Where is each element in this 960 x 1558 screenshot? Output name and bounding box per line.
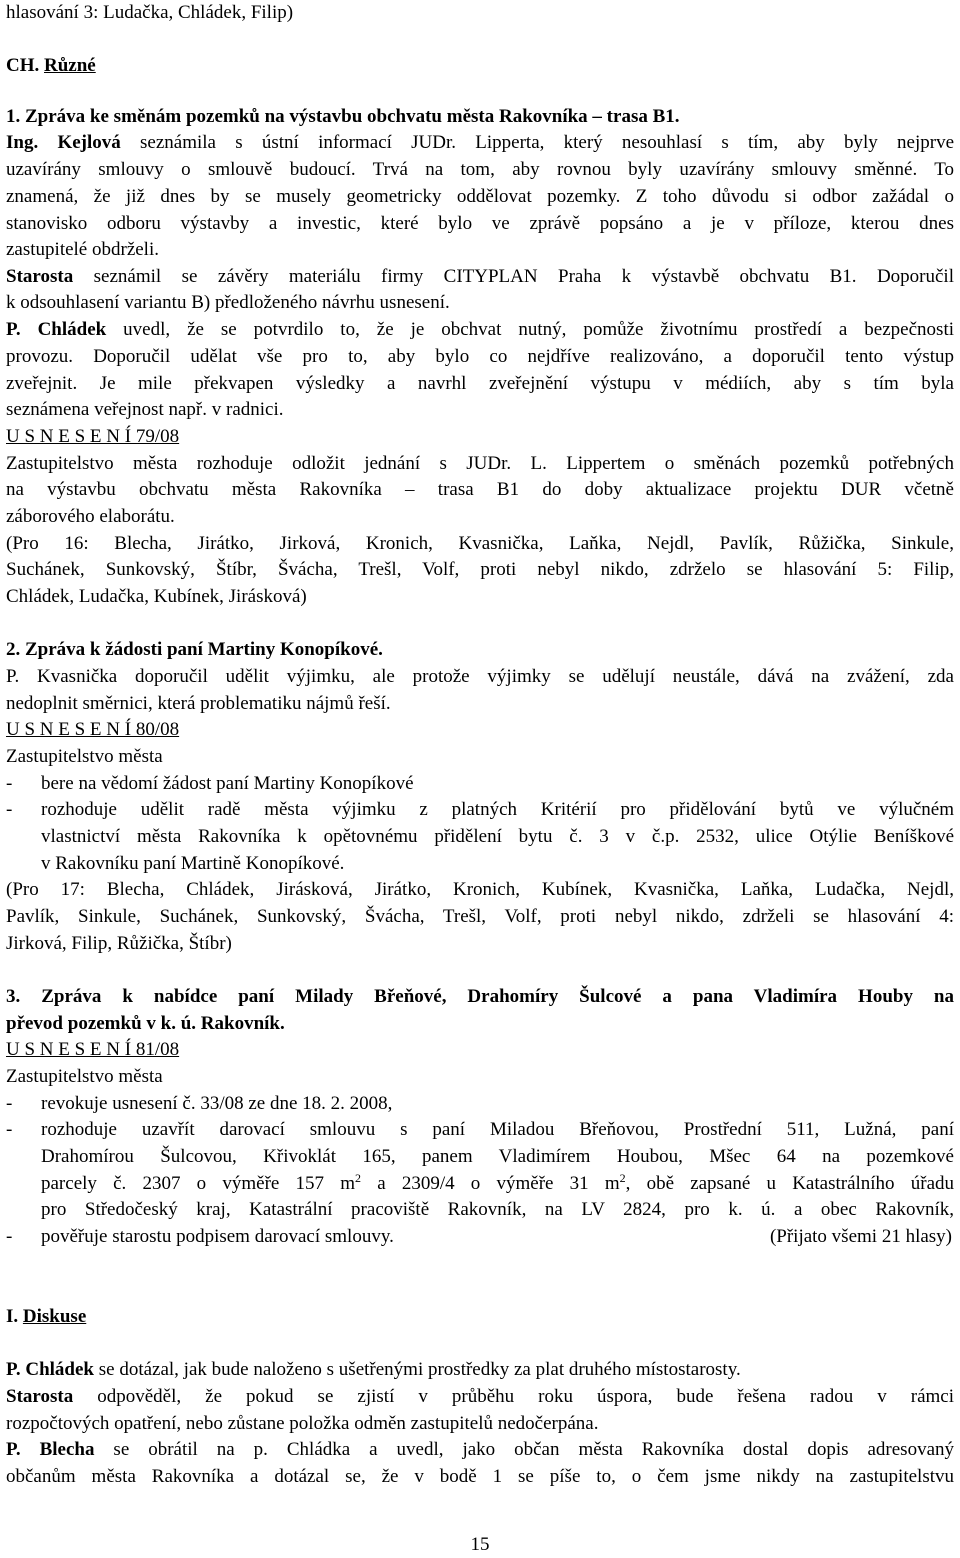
text-line: P. Kvasnička doporučil udělit výjimku, ale protože výjimky se udělují neustále, dává na zvážení, zda bbox=[6, 666, 954, 687]
text-span: seznámil se závěry materiálu firmy CITYPLAN Praha k výstavbě obchvatu B1. Doporučil bbox=[73, 266, 954, 287]
list-dash: - bbox=[6, 799, 13, 820]
text-line bbox=[6, 1357, 954, 1383]
text-line: Zastupitelstvo města rozhoduje odložit jednání s JUDr. L. Lippertem o směnách pozemků potřebných bbox=[6, 453, 954, 474]
text-line: Jirková, Filip, Růžička, Štíbr) bbox=[6, 933, 232, 954]
text-span: pověřuje starostu podpisem darovací smlouvy. bbox=[41, 1226, 394, 1247]
list-item: revokuje usnesení č. 33/08 ze dne 18. 2. 2008, bbox=[41, 1093, 393, 1114]
text-line: (Pro 17: Blecha, Chládek, Jirásková, Jirátko, Kronich, Kubínek, Kvasnička, Laňka, Ludačka, Nejdl, bbox=[6, 879, 954, 900]
text-line: na výstavbu obchvatu města Rakovníka – trasa B1 do doby aktualizace projektu DUR včetně bbox=[6, 479, 954, 500]
text-span: seznámila s ústní informací JUDr. Lipperta, který nesouhlasí s tím, aby byly nejprve bbox=[120, 132, 954, 153]
text-line bbox=[6, 1384, 954, 1410]
list-item-cont: pro Středočeský kraj, Katastrální pracoviště Rakovník, na LV 2824, pro k. ú. a obec Rakovník, bbox=[41, 1199, 954, 1220]
speaker-name: Starosta bbox=[6, 266, 74, 287]
text-line bbox=[6, 1437, 954, 1463]
text-span: se obrátil na p. Chládka a uvedl, jako občan města Rakovníka dostal dopis adresovaný bbox=[94, 1439, 954, 1460]
text-span: , obě zapsané u Katastrálního úřadu bbox=[625, 1173, 955, 1194]
text-line: Pavlík, Sinkule, Suchánek, Sunkovský, Švácha, Trešl, Volf, proti nebyl nikdo, zdrželi se hlasování 4: bbox=[6, 906, 954, 927]
list-item-cont bbox=[41, 1171, 954, 1197]
text-line: rozpočtových opatření, nebo zůstane položka odměn zastupitelů nedočerpána. bbox=[6, 1413, 599, 1434]
section-title: Diskuse bbox=[22, 1306, 87, 1327]
text-line: záborového elaborátu. bbox=[6, 506, 175, 527]
page-number: 15 bbox=[470, 1534, 490, 1555]
list-dash: - bbox=[6, 1119, 13, 1140]
text-span: uvedl, že se potvrdilo to, že je obchvat nutný, pomůže životnímu prostředí a bezpečnosti bbox=[106, 319, 954, 340]
list-dash: - bbox=[6, 773, 13, 794]
speaker-name: P. Chládek bbox=[6, 319, 107, 340]
text-line: zastupitelé obdrželi. bbox=[6, 239, 159, 260]
text-line: (Pro 16: Blecha, Jirátko, Jirková, Kronich, Kvasnička, Laňka, Nejdl, Pavlík, Růžička, Sinkule, bbox=[6, 533, 954, 554]
section-number: CH. bbox=[6, 55, 44, 76]
text-span: parcely č. 2307 o výměře 157 m bbox=[41, 1173, 355, 1194]
list-dash: - bbox=[6, 1226, 13, 1247]
vote-result: (Přijato všemi 21 hlasy) bbox=[769, 1226, 952, 1247]
text-line: provozu. Doporučil udělat vše pro to, aby bylo co nejdříve realizováno, a doporučil tento výstup bbox=[6, 346, 954, 367]
text-line: nedoplnit směrnici, která problematiku nájmů řeší. bbox=[6, 693, 391, 714]
resolution-heading: U S N E S E N Í 80/08 bbox=[6, 719, 180, 740]
text-line bbox=[6, 264, 954, 290]
item-heading-3-cont: převod pozemků v k. ú. Rakovník. bbox=[6, 1013, 285, 1034]
list-item: rozhoduje udělit radě města výjimku z platných Kritérií pro přidělování bytů ve výlučném bbox=[41, 799, 954, 820]
list-item: bere na vědomí žádost paní Martiny Konopíkové bbox=[41, 773, 414, 794]
speaker-name: Ing. Kejlová bbox=[6, 132, 121, 153]
list-item: rozhoduje uzavřít darovací smlouvu s paní Miladou Břeňovou, Prostřední 511, Lužná, paní bbox=[41, 1119, 954, 1140]
item-heading-3: 3. Zpráva k nabídce paní Milady Břeňové, Drahomíry Šulcové a pana Vladimíra Houby na bbox=[6, 986, 954, 1007]
speaker-name: Starosta bbox=[6, 1386, 74, 1407]
resolution-heading: U S N E S E N Í 81/08 bbox=[6, 1039, 180, 1060]
item-heading-1: 1. Zpráva ke směnám pozemků na výstavbu obchvatu města Rakovníka – trasa B1. bbox=[6, 106, 680, 127]
section-heading-ch bbox=[6, 53, 954, 79]
text-line: Zastupitelstvo města bbox=[6, 1066, 163, 1087]
text-line: stanovisko odboru výstavby a investic, které bylo ve zprávě popsáno a je v příloze, kterou dnes bbox=[6, 213, 954, 234]
text-line: k odsouhlasení variantu B) předloženého návrhu usnesení. bbox=[6, 292, 450, 313]
item-heading-2: 2. Zpráva k žádosti paní Martiny Konopíkové. bbox=[6, 639, 383, 660]
text-span: a 2309/4 o výměře 31 m bbox=[361, 1173, 620, 1194]
text-span: odpověděl, že pokud se zjistí v průběhu roku úspora, bude řešena radou v rámci bbox=[73, 1386, 954, 1407]
section-title: Různé bbox=[44, 55, 96, 76]
text-line: občanům města Rakovníka a dotázal se, že v bodě 1 se píše to, o čem jsme nikdy na zastupitelstvu bbox=[6, 1466, 954, 1487]
list-item bbox=[41, 1224, 954, 1250]
list-dash: - bbox=[6, 1093, 13, 1114]
resolution-heading: U S N E S E N Í 79/08 bbox=[6, 426, 180, 447]
text-span: se dotázal, jak bude naloženo s ušetřenými prostředky za plat druhého místostarosty. bbox=[94, 1359, 741, 1380]
text-line: hlasování 3: Ludačka, Chládek, Filip) bbox=[6, 2, 294, 23]
text-line: uzavírány smlouvy o smlouvě budoucí. Trvá na tom, aby rovnou byly uzavírány smlouvy směnné. To bbox=[6, 159, 954, 180]
section-number: I. bbox=[6, 1306, 23, 1327]
list-item-cont: vlastnictví města Rakovníka k opětovnému přidělení bytu č. 3 v č.p. 2532, ulice Otýlie Beníškové bbox=[41, 826, 954, 847]
text-line: Suchánek, Sunkovský, Štíbr, Švácha, Trešl, Volf, proti nebyl nikdo, zdrželo se hlasování 5: Filip, bbox=[6, 559, 954, 580]
text-line: seznámena veřejnost např. v radnici. bbox=[6, 399, 284, 420]
text-line bbox=[6, 130, 954, 156]
text-line: Chládek, Ludačka, Kubínek, Jirásková) bbox=[6, 586, 307, 607]
superscript: 2 bbox=[355, 1171, 361, 1185]
list-item-cont: v Rakovníku paní Martině Konopíkové. bbox=[41, 853, 345, 874]
superscript: 2 bbox=[619, 1171, 626, 1185]
text-line: Zastupitelstvo města bbox=[6, 746, 163, 767]
list-item-cont: Drahomírou Šulcovou, Křivoklát 165, panem Vladimírem Houbou, Mšec 64 na pozemkové bbox=[41, 1146, 954, 1167]
speaker-name: P. Chládek bbox=[6, 1359, 94, 1380]
speaker-name: P. Blecha bbox=[6, 1439, 95, 1460]
text-line bbox=[6, 317, 954, 343]
section-heading-i bbox=[6, 1304, 954, 1330]
text-line: zveřejnit. Je mile překvapen výsledky a navrhl zveřejnění výstupu v médiích, aby s tím byla bbox=[6, 373, 954, 394]
text-line: znamená, že již dnes by se musely geometricky oddělovat pozemky. Z toho důvodu si odbor zažádal o bbox=[6, 186, 954, 207]
